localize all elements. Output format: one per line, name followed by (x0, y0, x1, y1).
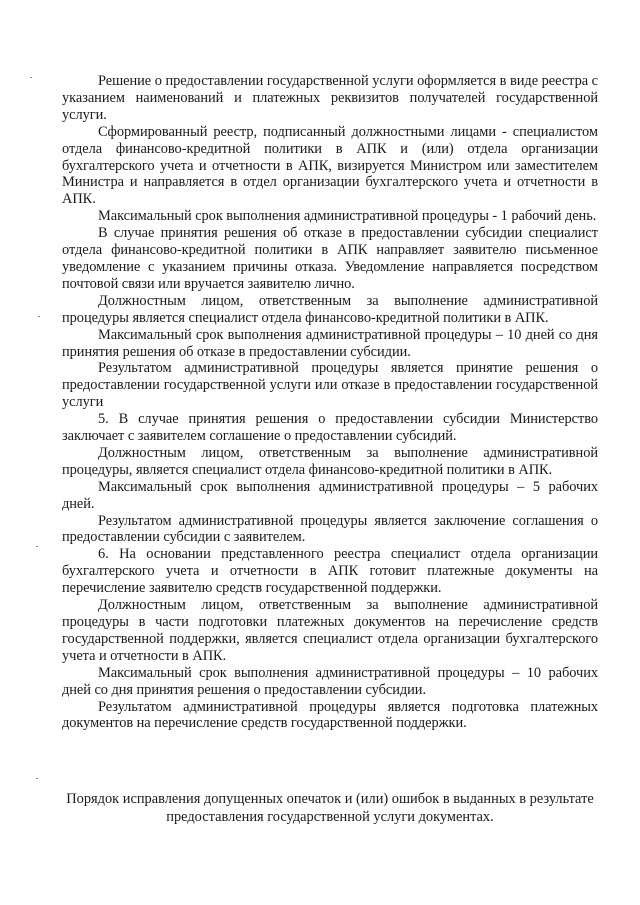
section-heading: Порядок исправления допущенных опечаток и (или) ошибок в выданных в результате предоставления государственной услуги документах. (66, 791, 594, 825)
scan-speck (30, 77, 32, 78)
paragraph-4: В случае принятия решения об отказе в предоставлении субсидии специалист отдела финансово-кредитной политики в АПК направляет заявителю письменное уведомление с указанием причины отказа. Уведомление направляется посредством почтовой связи или вручается заявителю лично. (62, 225, 598, 292)
scan-speck (38, 316, 40, 317)
paragraph-11: Результатом административной процедуры является заключение соглашения о предоставлении субсидии с заявителем. (62, 512, 598, 546)
paragraph-7: Результатом административной процедуры является принятие решения о предоставлении государственной услуги или отказе в предоставлении государственной услуги (62, 360, 598, 411)
paragraph-8: 5. В случае принятия решения о предоставлении субсидии Министерство заключает с заявителем соглашение о предоставлении субсидий. (62, 411, 598, 445)
paragraph-10: Максимальный срок выполнения административной процедуры – 5 рабочих дней. (62, 478, 598, 512)
scan-speck (36, 546, 38, 547)
paragraph-9: Должностным лицом, ответственным за выполнение административной процедуры, является специалист отдела финансово-кредитной политики в АПК. (62, 444, 598, 478)
paragraph-6: Максимальный срок выполнения административной процедуры – 10 дней со дня принятия решения об отказе в предоставлении субсидии. (62, 326, 598, 360)
paragraph-2: Сформированный реестр, подписанный должностными лицами - специалистом отдела финансово-кредитной политики в АПК и (или) отдела организации бухгалтерского учета и отчетности в АПК, визируется Министром или заместителем Министра и направляется в отдел организации бухгалтерского учета и отчетности в АПК. (62, 123, 598, 208)
paragraph-15: Результатом административной процедуры является подготовка платежных документов на перечисление средств государственной поддержки. (62, 698, 598, 732)
scan-speck (36, 778, 38, 779)
paragraph-13: Должностным лицом, ответственным за выполнение административной процедуры в части подготовки платежных документов на перечисление средств государственной поддержки, является специалист отдела организации бухгалтерского учета и отчетности в АПК. (62, 597, 598, 664)
paragraph-12: 6. На основании представленного реестра специалист отдела организации бухгалтерского учета и отчетности в АПК готовит платежные документы на перечисление заявителю средств государственной поддержки. (62, 546, 598, 597)
document-body (62, 73, 598, 732)
paragraph-14: Максимальный срок выполнения административной процедуры – 10 рабочих дней со дня принятия решения о предоставлении субсидии. (62, 664, 598, 698)
paragraph-1: Решение о предоставлении государственной услуги оформляется в виде реестра с указанием наименований и платежных реквизитов получателей государственной услуги. (62, 73, 598, 123)
paragraph-3: Максимальный срок выполнения административной процедуры - 1 рабочий день. (98, 208, 597, 225)
paragraph-5: Должностным лицом, ответственным за выполнение административной процедуры является специалист отдела финансово-кредитной политики в АПК. (62, 292, 598, 326)
